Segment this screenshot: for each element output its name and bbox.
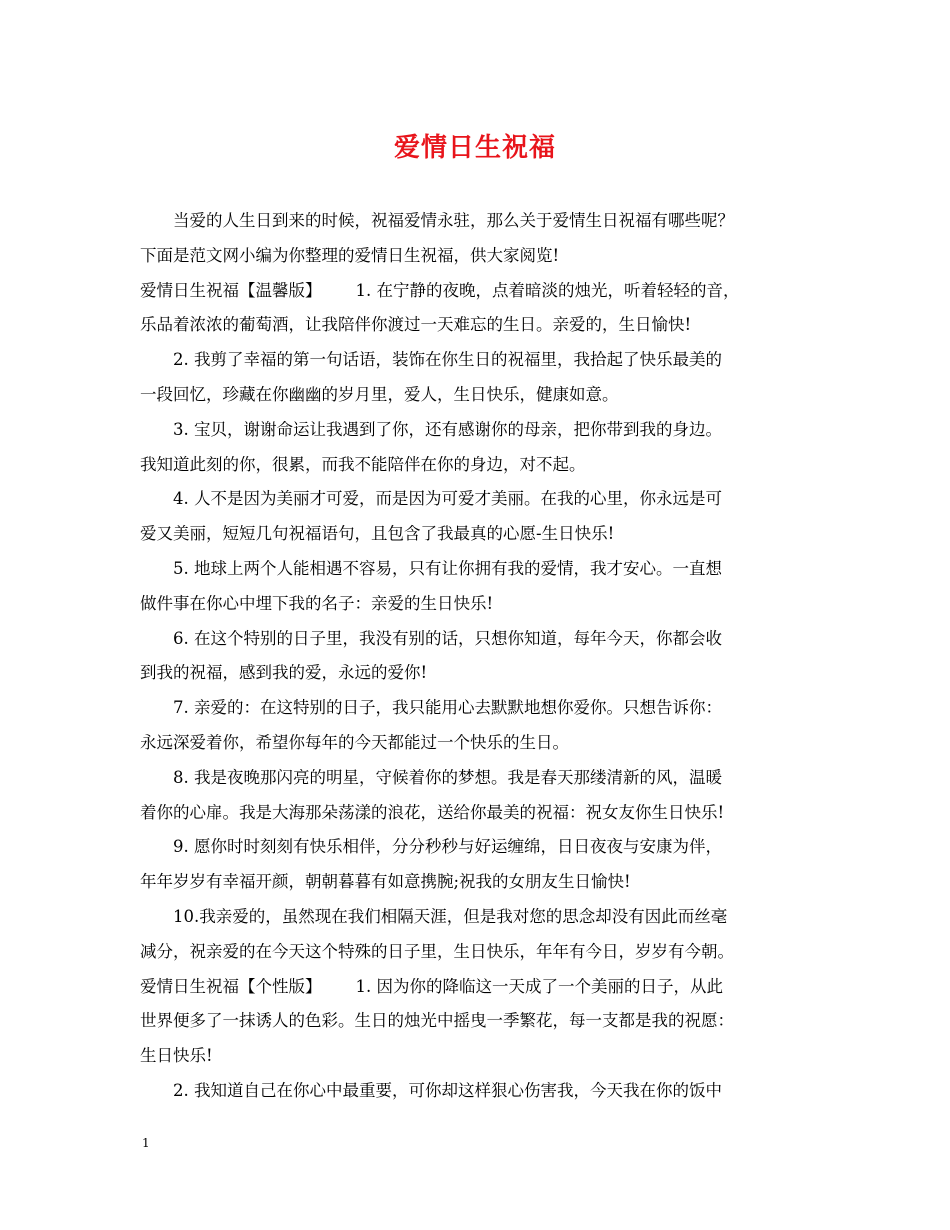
text-line [140, 274, 812, 309]
text-line [140, 1039, 812, 1074]
line-text: 4. 人不是因为美丽才可爱，而是因为可爱才美丽。在我的心里，你永远是可 [173, 489, 722, 509]
text-line [140, 308, 812, 343]
line-text: 1. 在宁静的夜晚，点着暗淡的烛光，听着轻轻的音， [355, 280, 740, 300]
document-body [140, 204, 812, 1109]
line-text: 乐品着浓浓的葡萄酒，让我陪伴你渡过一天难忘的生日。亲爱的，生日愉快! [140, 315, 692, 335]
line-text: 9. 愿你时时刻刻有快乐相伴，分分秒秒与好运缠绵，日日夜夜与安康为伴， [173, 837, 722, 857]
line-text: 2. 我知道自己在你心中最重要，可你却这样狠心伤害我，今天我在你的饭中 [173, 1080, 722, 1100]
text-line [140, 448, 812, 483]
text-line [140, 517, 812, 552]
line-text: 下面是范文网小编为你整理的爱情日生祝福，供大家阅览! [140, 245, 560, 265]
line-text: 一段回忆，珍藏在你幽幽的岁月里，爱人，生日快乐，健康如意。 [140, 384, 619, 404]
text-line [140, 552, 812, 587]
text-line [140, 204, 812, 239]
line-text: 做件事在你心中埋下我的名子：亲爱的生日快乐! [140, 593, 494, 613]
line-text: 年年岁岁有幸福开颜，朝朝暮暮有如意携腕;祝我的女朋友生日愉快! [140, 872, 631, 892]
line-text: 3. 宝贝，谢谢命运让我遇到了你，还有感谢你的母亲，把你带到我的身边。 [173, 419, 722, 439]
text-line [140, 482, 812, 517]
line-text: 1. 因为你的降临这一天成了一个美丽的日子，从此 [355, 976, 723, 996]
line-text: 10.我亲爱的，虽然现在我们相隔天涯，但是我对您的思念却没有因此而丝毫 [173, 906, 728, 926]
text-line [140, 1074, 812, 1109]
text-line [140, 413, 812, 448]
line-text: 减分，祝亲爱的在今天这个特殊的日子里，生日快乐，年年有今日，岁岁有今朝。 [140, 941, 734, 961]
line-text: 生日快乐! [140, 1046, 213, 1066]
text-line [140, 343, 812, 378]
text-line [140, 970, 812, 1005]
section-heading: 爱情日生祝福【个性版】 [140, 976, 322, 996]
line-text: 2. 我剪了幸福的第一句话语，装饰在你生日的祝福里，我拾起了快乐最美的 [173, 350, 722, 370]
text-line [140, 796, 812, 831]
text-line [140, 726, 812, 761]
text-line [140, 830, 812, 865]
line-text: 世界便多了一抹诱人的色彩。生日的烛光中摇曳一季繁花，每一支都是我的祝愿： [140, 1011, 734, 1031]
line-text: 永远深爱着你，希望你每年的今天都能过一个快乐的生日。 [140, 732, 569, 752]
line-text: 我知道此刻的你，很累，而我不能陪伴在你的身边，对不起。 [140, 454, 586, 474]
line-text: 6. 在这个特别的日子里，我没有别的话，只想你知道，每年今天，你都会收 [173, 628, 722, 648]
line-text: 爱又美丽，短短几句祝福语句，且包含了我最真的心愿-生日快乐! [140, 524, 615, 544]
text-line [140, 691, 812, 726]
text-line [140, 378, 812, 413]
text-line [140, 935, 812, 970]
text-line [140, 587, 812, 622]
text-line [140, 656, 812, 691]
line-text: 8. 我是夜晚那闪亮的明星，守候着你的梦想。我是春天那缕清新的风，温暖 [173, 767, 722, 787]
section-heading: 爱情日生祝福【温馨版】 [140, 280, 322, 300]
document-title: 爱情日生祝福 [393, 133, 556, 163]
text-line [140, 1004, 812, 1039]
text-line [140, 622, 812, 657]
page-number: 1 [142, 1136, 150, 1150]
line-text: 到我的祝福，感到我的爱，永远的爱你! [140, 663, 428, 683]
line-text: 着你的心扉。我是大海那朵荡漾的浪花，送给你最美的祝福：祝女友你生日快乐! [140, 802, 725, 822]
text-line [140, 900, 812, 935]
text-line [140, 239, 812, 274]
text-line [140, 865, 812, 900]
line-text: 5. 地球上两个人能相遇不容易，只有让你拥有我的爱情，我才安心。一直想 [173, 558, 722, 578]
text-line [140, 761, 812, 796]
line-text: 7. 亲爱的：在这特别的日子，我只能用心去默默地想你爱你。只想告诉你： [173, 698, 722, 718]
line-text: 当爱的人生日到来的时候，祝福爱情永驻，那么关于爱情生日祝福有哪些呢？ [173, 211, 734, 230]
